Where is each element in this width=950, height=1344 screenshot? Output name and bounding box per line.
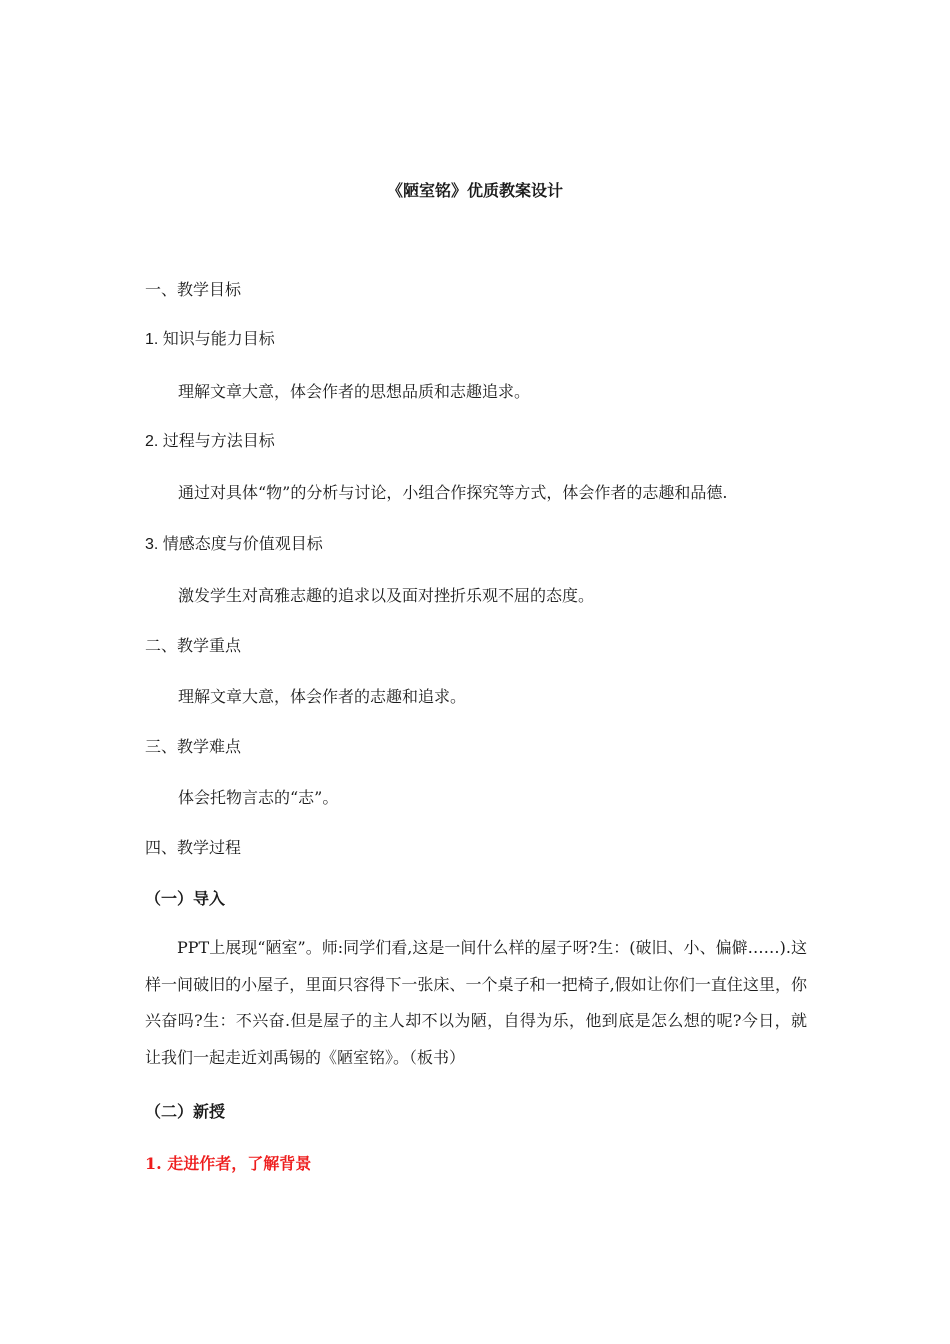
difficulties-text: 体会托物言志的“志”。 <box>178 788 339 807</box>
section-heading-teaching-goals: 一、教学目标 <box>145 280 242 299</box>
goal-text-knowledge: 理解文章大意，体会作者的思想品质和志趣追求。 <box>178 382 531 401</box>
section-heading-key-points: 二、教学重点 <box>145 636 242 655</box>
section-heading-process: 四、教学过程 <box>145 838 242 857</box>
document-title: 《陋室铭》优质教案设计 <box>386 181 563 200</box>
intro-paragraph: PPT上展现“陋室”。师:同学们看,这是一间什么样的屋子呀?生：(破旧、小、偏僻……).这样一间破旧的小屋子，里面只容得下一张床、一个桌子和一把椅子,假如让你们一直住这里，你兴奋吗?生：不兴奋.但是屋子的主人却不以为陋，自得为乐，他到底是怎么想的呢?今日，就让我们一起走近刘禹锡的《陋室铭》。（板书） <box>145 938 807 1067</box>
subsection-heading-new-lesson: （二）新授 <box>145 1102 226 1121</box>
new-lesson-item-author: 1. 走进作者，了解背景 <box>145 1154 312 1173</box>
section-heading-difficulties: 三、教学难点 <box>145 737 242 756</box>
subsection-heading-intro: （一）导入 <box>145 889 226 908</box>
goal-heading-emotion: 3. 情感态度与价值观目标 <box>145 536 323 553</box>
key-points-text: 理解文章大意，体会作者的志趣和追求。 <box>178 687 467 706</box>
goal-heading-knowledge: 1. 知识与能力目标 <box>145 331 275 348</box>
goal-heading-process: 2. 过程与方法目标 <box>145 433 275 450</box>
goal-text-process: 通过对具体“物”的分析与讨论，小组合作探究等方式，体会作者的志趣和品德. <box>178 483 728 502</box>
goal-text-emotion: 激发学生对高雅志趣的追求以及面对挫折乐观不屈的态度。 <box>178 586 595 605</box>
